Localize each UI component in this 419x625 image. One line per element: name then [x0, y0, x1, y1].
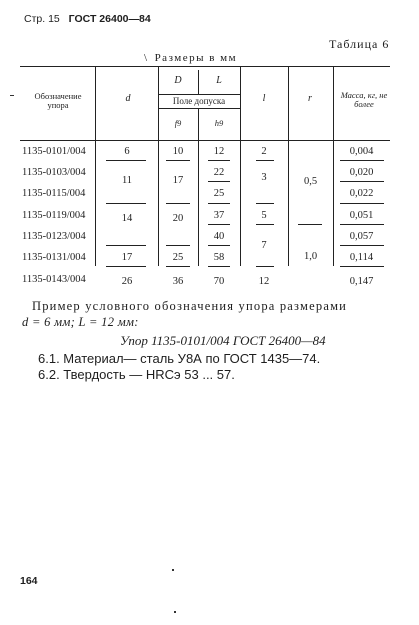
cell-mass: 0,057: [349, 231, 374, 242]
page-label: Стр. 15: [24, 13, 60, 25]
cell-D: 36: [172, 276, 184, 287]
cell-d: 11: [121, 175, 133, 186]
cell-D: 17: [172, 175, 184, 186]
cell-d: 6: [124, 146, 130, 157]
cell-L: 12: [213, 146, 225, 157]
cell-r: 1,0: [303, 251, 318, 262]
table-subtitle: \ Размеры в мм: [144, 52, 238, 64]
clause-6-2: 6.2. Твердость — HRCэ 53 ... 57.: [38, 367, 235, 382]
stray-dot: [172, 569, 174, 571]
cell-mass: 0,114: [349, 252, 374, 263]
cell-mass: 0,147: [349, 276, 374, 287]
stray-dot: [174, 611, 176, 613]
cell-L: 70: [213, 276, 225, 287]
example-line-2: d = 6 мм; L = 12 мм:: [22, 315, 139, 329]
cell-L: 40: [213, 231, 225, 242]
cell-mass: 0,051: [349, 210, 374, 221]
example-line-1: Пример условного обозначения упора размерами: [32, 299, 348, 313]
col-r: r: [308, 93, 312, 104]
col-mass: Масса, кг, не более: [340, 90, 388, 109]
col-d: d: [125, 93, 131, 104]
page-number: 164: [20, 575, 38, 587]
example-designation: Упор 1135-0101/004 ГОСТ 26400—84: [120, 333, 326, 348]
cell-l: 7: [261, 240, 267, 251]
cell-D: 20: [172, 213, 184, 224]
col-l: l: [262, 93, 266, 104]
col-L: L: [216, 75, 222, 86]
cell-D: 10: [172, 146, 184, 157]
row-code: 1135-0143/004: [22, 274, 86, 285]
cell-L: 22: [213, 167, 225, 178]
cell-d: 14: [121, 213, 133, 224]
cell-L: 58: [213, 252, 225, 263]
cell-l: 5: [261, 210, 267, 221]
row-code: 1135-0131/004: [22, 252, 86, 263]
cell-d: 26: [121, 276, 133, 287]
cell-l: 3: [261, 172, 267, 183]
cell-mass: 0,004: [349, 146, 374, 157]
clause-6-1: 6.1. Материал— сталь У8А по ГОСТ 1435—74.: [38, 351, 321, 366]
col-tolerance: Поле допуска: [172, 96, 226, 106]
row-code: 1135-0123/004: [22, 231, 86, 242]
margin-mark: [10, 95, 14, 96]
cell-mass: 0,022: [349, 188, 374, 199]
page-header: [24, 13, 151, 25]
cell-r: 0,5: [303, 176, 318, 187]
cell-D: 25: [172, 252, 184, 263]
cell-l: 12: [258, 276, 270, 287]
row-code: 1135-0103/004: [22, 167, 86, 178]
cell-mass: 0,020: [349, 167, 374, 178]
col-D: D: [174, 75, 182, 86]
cell-l: 2: [261, 146, 267, 157]
col-f9: f9: [174, 118, 182, 128]
col-h9: h9: [214, 118, 224, 128]
col-designation: Обозначение упора: [34, 91, 82, 110]
row-code: 1135-0115/004: [22, 188, 86, 199]
cell-L: 37: [213, 210, 225, 221]
table-number: Таблица 6: [329, 37, 390, 51]
cell-d: 17: [121, 252, 133, 263]
row-code: 1135-0101/004: [22, 146, 86, 157]
row-code: 1135-0119/004: [22, 210, 86, 221]
cell-L: 25: [213, 188, 225, 199]
standard-label: ГОСТ 26400—84: [68, 13, 151, 25]
